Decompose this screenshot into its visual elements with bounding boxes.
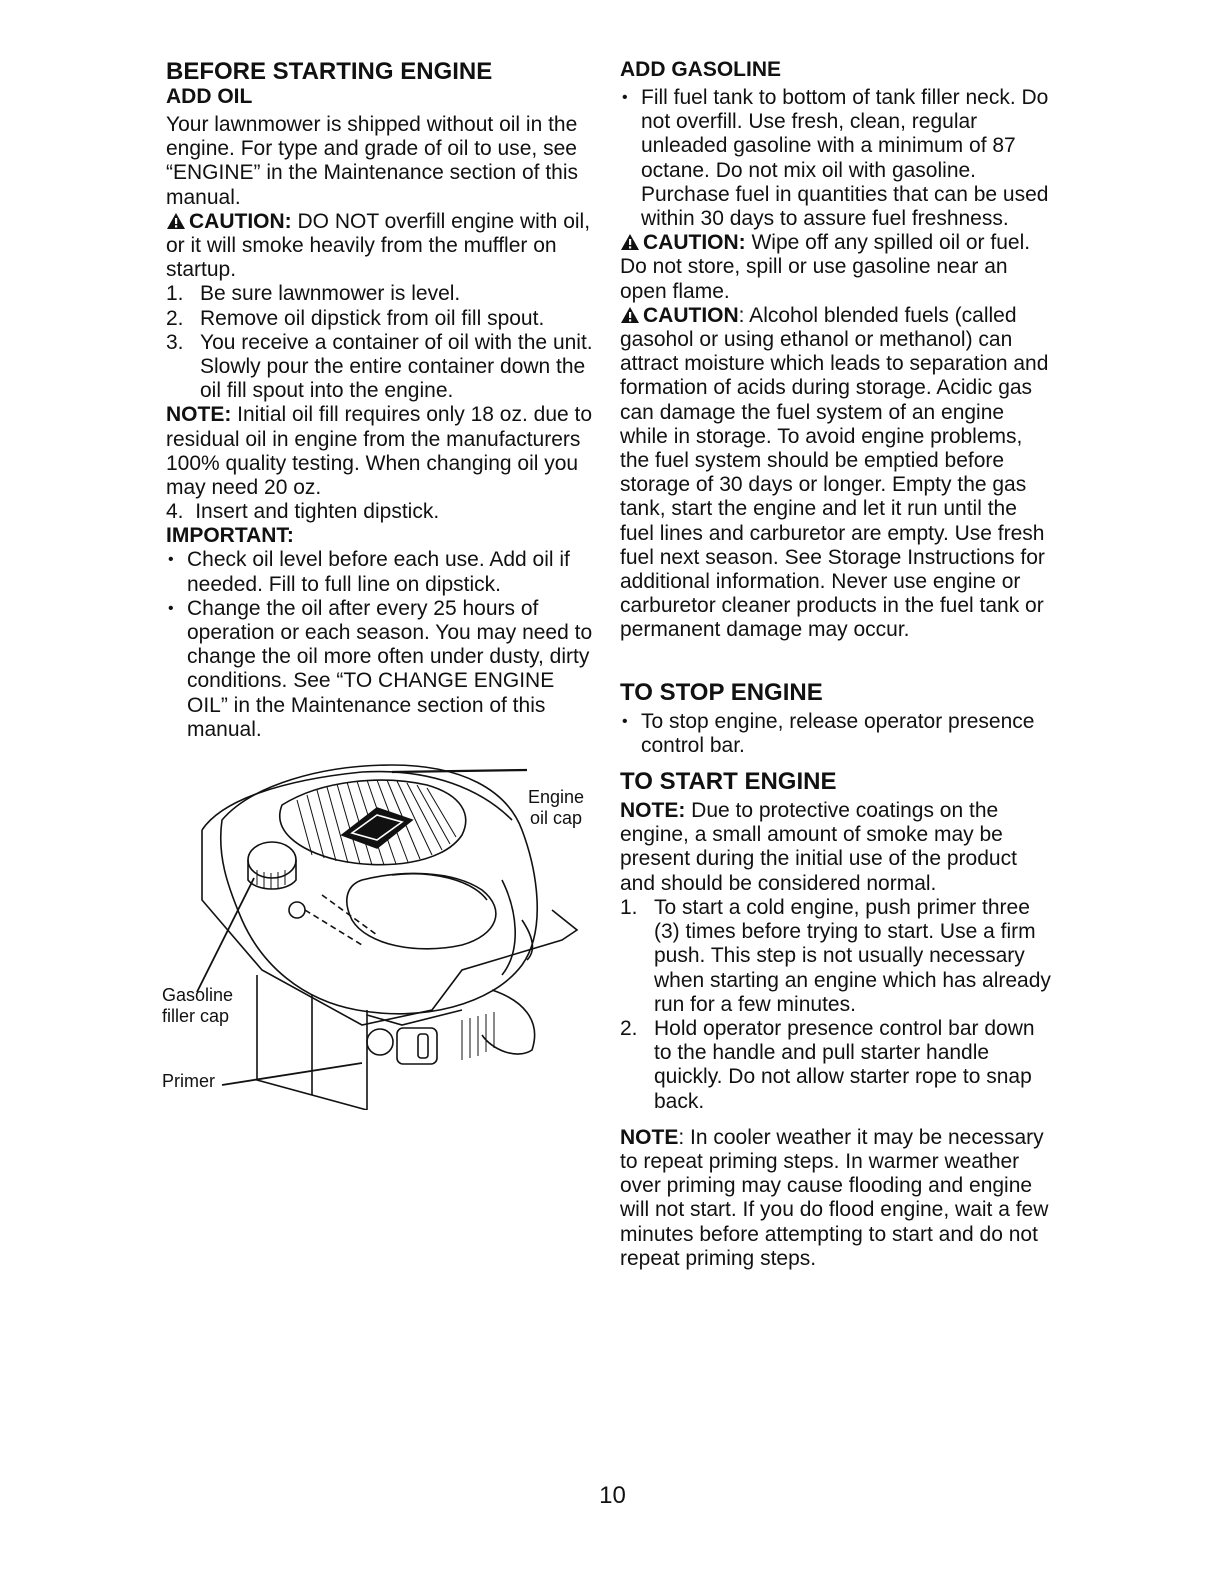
list-item xyxy=(166,282,598,306)
important-list xyxy=(166,548,598,742)
oil-steps xyxy=(166,282,598,403)
important-label: IMPORTANT: xyxy=(166,524,294,548)
add-gasoline-heading: ADD GASOLINE xyxy=(620,58,782,81)
caution-alcohol xyxy=(620,304,1056,643)
note-label: NOTE: xyxy=(620,799,686,823)
start-note xyxy=(620,799,1056,896)
add-oil-heading: ADD OIL xyxy=(166,85,253,108)
right-column xyxy=(620,58,1056,1271)
step-number: 4. xyxy=(166,500,184,524)
warning-triangle-icon xyxy=(166,212,186,230)
caution-text: DO NOT overfill engine with oil, or it will smoke heavily from the muffler on startup. xyxy=(166,209,591,282)
engine-oil-cap-label xyxy=(528,787,584,829)
callout-line: Gasoline xyxy=(162,985,234,1005)
list-item: • Change the oil after every 25 hours of operation or each season. You may need to change the oil more often under dusty, dirty conditions. See “TO CHANGE ENGINE OIL” in the Maintenance section of this manual. xyxy=(166,597,598,742)
step-text: You receive a container of oil with the unit. Slowly pour the entire container down the oil fill spout into the engine. xyxy=(200,330,593,403)
callout-line: filler cap xyxy=(162,1006,230,1026)
list-item: • To stop engine, release operator presence control bar. xyxy=(620,710,1056,758)
left-column xyxy=(166,58,598,742)
add-oil-intro: Your lawnmower is shipped without oil in the engine. For type and grade of oil to use, see “ENGINE” in the Maintenance section of this manual. xyxy=(166,113,579,209)
caution-overfill xyxy=(166,210,598,283)
gasoline-list xyxy=(620,86,1056,231)
caution-text: Wipe off any spilled oil or fuel. Do not store, spill or use gasoline near an open flame. xyxy=(620,231,1031,303)
step-4 xyxy=(166,500,598,524)
gasoline-filler-cap-label xyxy=(162,985,233,1027)
list-item: • Fill fuel tank to bottom of tank filler neck. Do not overfill. Use fresh, clean, regular unleaded gasoline with a minimum of 87 octane. Do not mix oil with gasoline. Purchase fuel in quantities that can be used within 30 days to assure fuel freshness. xyxy=(620,86,1056,231)
page-number: 10 xyxy=(599,1482,626,1509)
start-steps xyxy=(620,896,1056,1114)
priming-note xyxy=(620,1126,1056,1271)
list-item xyxy=(166,307,598,331)
step-number: 2. xyxy=(166,306,184,330)
callout-line: oil cap xyxy=(530,808,583,828)
list-item xyxy=(166,331,598,404)
note-label: NOTE: xyxy=(166,403,232,427)
section-title: BEFORE STARTING ENGINE xyxy=(166,58,493,85)
note-text: Due to protective coatings on the engine, a small amount of smoke may be present during the initial use of the product and should be considered normal. xyxy=(620,799,1017,895)
warning-triangle-icon xyxy=(620,306,640,324)
caution-label: CAUTION: xyxy=(643,231,746,255)
caution-spill xyxy=(620,231,1056,304)
engine-illustration xyxy=(162,760,598,1110)
list-item: • Check oil level before each use. Add oil if needed. Fill to full line on dipstick. xyxy=(166,548,598,596)
note-text: Initial oil fill requires only 18 oz. due to residual oil in engine from the manufacturers 100% quality testing. When changing oil you may need 20 oz. xyxy=(166,403,593,500)
note-label: NOTE xyxy=(620,1125,679,1149)
step-number: 1. xyxy=(620,895,638,919)
step-number: 2. xyxy=(620,1016,638,1040)
caution-label: CAUTION xyxy=(643,303,739,327)
list-item xyxy=(620,896,1056,1017)
step-text: Be sure lawnmower is level. xyxy=(200,282,461,306)
start-engine-heading: TO START ENGINE xyxy=(620,768,837,796)
caution-label: CAUTION: xyxy=(189,209,292,233)
caution-text: : Alcohol blended fuels (called gasohol or using ethanol or methanol) can attract moisture which leads to separation and formation of acids during storage. Acidic gas can damage the fuel system of an engine while in storage. To avoid engine problems, the fuel system should be emptied before storage of 30 days or longer. Empty the gas tank, start the engine and let it run until the fuel lines and carburetor are empty. Use fresh fuel next season. See Storage Instructions for additional information. Never use engine or carburetor cleaner products in the fuel tank or permanent damage may occur. xyxy=(620,303,1049,642)
note-text: : In cooler weather it may be necessary to repeat priming steps. In warmer weather over priming may cause flooding and engine will not start. If you do flood engine, wait a few minutes before attempting to start and do not repeat priming steps. xyxy=(620,1125,1049,1270)
step-text: Insert and tighten dipstick. xyxy=(195,500,440,524)
oil-note xyxy=(166,403,598,500)
warning-triangle-icon xyxy=(620,233,640,251)
step-text: Hold operator presence control bar down to the handle and pull starter handle quickly. Do not allow starter rope to snap back. xyxy=(654,1016,1035,1113)
callout-line: Engine xyxy=(528,787,585,807)
stop-engine-list xyxy=(620,710,1056,758)
step-text: To start a cold engine, push primer three (3) times before trying to start. Use a firm push. This step is not usually necessary when starting an engine which has already run for a few minutes. xyxy=(654,895,1051,1016)
list-item xyxy=(620,1017,1056,1114)
step-text: Remove oil dipstick from oil fill spout. xyxy=(200,306,545,330)
step-number: 1. xyxy=(166,282,184,306)
primer-label: Primer xyxy=(162,1071,215,1091)
stop-engine-heading: TO STOP ENGINE xyxy=(620,678,823,706)
step-number: 3. xyxy=(166,330,184,354)
